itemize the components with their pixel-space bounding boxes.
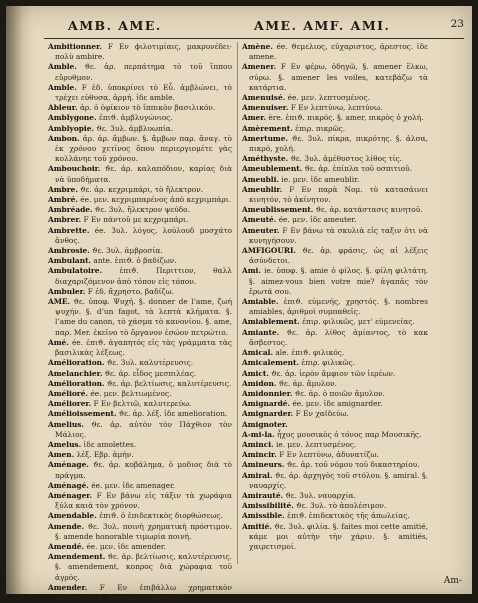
entry-headword: Ambitionner. [48,42,102,51]
dictionary-entry [48,481,232,491]
dictionary-entry [48,379,232,389]
entry-headword: Ambrette. [48,225,90,235]
entry-headword: Amiral. [242,470,273,480]
entry-headword: Ambulatoire. [48,266,103,276]
entry-headword: Amen. [48,450,75,460]
entry-headword: Amélioration. [48,378,105,388]
entry-definition: ἦχος μουσικὸς ὁ τόνος παρ Μουσικῆς. [277,429,422,439]
dictionary-entry [242,409,428,419]
entry-headword: Ameublissement. [242,205,314,215]
entry-headword: Ableur. [48,103,78,113]
dictionary-entry [48,256,232,266]
dictionary-entry [48,522,232,542]
entry-definition: ἐπιϑ. εὐμενής, χρηστός. §. nombres amiables, ἀριθμοὶ συμπαθεῖς. [249,297,428,317]
entry-definition: F ἐδ. ἄχρηστο, βαδίζω. [87,286,174,296]
dictionary-entry [48,450,232,460]
dictionary-entry [242,246,428,266]
entry-headword: Aminci. [242,439,274,449]
dictionary-entry [48,62,232,82]
entry-headword: Amé. [48,337,69,347]
dictionary-entry [242,491,428,501]
entry-headword: Amèrement. [242,123,293,133]
entry-headword: Amène. [242,42,273,51]
dictionary-entry [48,287,232,297]
entry-definition: ϑε. ἀρ. κοβάλημα, ὁ μοδιος διὰ τὸ πράγμα. [55,460,232,480]
entry-definition: ϑε. ἀρ. ἱερὸν ἄμφιον τῶν ἱερέων. [271,368,396,378]
entry-definition: ἐπιϑ. ἀμβλυγώνιος. [98,113,173,123]
dictionary-entry [242,379,428,389]
entry-headword: Amirauté. [242,490,284,500]
dictionary-entry [48,552,232,583]
entry-definition: ϑε. ἀρ. βελτίωσις, καλυτέρευσις. [106,378,232,388]
right-column [242,42,428,568]
entry-headword: Ambrosie. [48,246,90,256]
entry-headword: Amignarder. [242,409,294,419]
entry-definition: ϑε. 3υλ. φιλία. §. faites moi cette amitié, κάμε μοι αὐτὴν τὴν χάριν. §. amitiés, χαιρετισμοί. [249,521,428,551]
entry-definition: F Εν λεπτύνω, λεπτύνω. [290,103,383,113]
entry-headword: Ambulant. [48,256,92,266]
entry-headword: Amignardé. [242,399,291,409]
entry-definition: ée. 3υλ. λόγος, λούλουδ μοσχάτο ἄνθος. [55,225,232,245]
entry-definition: F Εν πάντοῦ με κεχριμπάρι. [83,215,189,225]
catchword: Am- [443,576,462,586]
dictionary-entry [242,154,428,164]
entry-definition: λέξ. Εβρ. ἀμήν. [76,450,134,460]
entry-definition: ϑε. ἀρ. περπάτημα τὸ τοῦ ἵππου εὔρυθμον. [55,62,232,82]
entry-definition: ée. μεν. ἰδε ameuter. [278,215,357,225]
dictionary-entry [242,62,428,93]
dictionary-entry [242,348,428,358]
left-column [48,42,233,602]
entry-headword: Amical. [242,348,274,358]
dictionary-entry [242,42,428,62]
entry-definition: ée. ϑεμελιος, εὐχαριστος, ἀρεστος. ἰδε amene. [249,42,428,62]
entry-headword: Amissibilité. [242,501,294,511]
dictionary-entry [48,83,232,103]
dictionary-entry [242,420,428,430]
entry-headword: Ambréade. [48,205,93,215]
entry-definition: ϑε. ἀρ. ἄμυλον. [278,378,337,388]
dictionary-entry [48,389,232,399]
entry-headword: Amener. [242,62,277,72]
dictionary-entry [242,226,428,246]
entry-headword: Amiablement. [242,317,300,327]
dictionary-entry [48,185,232,195]
entry-definition: ἐπιρ. φιλικῶς. [301,358,355,368]
entry-headword: Aménagé. [48,480,89,490]
entry-headword: Amertume. [242,133,289,143]
dictionary-entry [48,460,232,480]
page-spine-shadow [6,6,34,594]
dictionary-entry [242,511,428,521]
entry-headword: Ami. [242,266,261,276]
entry-definition: ϑε. 3υλ. πίκρα, πικρότης. §. ἀλσα, πικρό, χολή. [249,133,428,154]
entry-headword: A-mi-la. [242,429,275,439]
entry-headword: Amendement. [48,552,106,562]
entry-headword: Amenuiser. [242,103,289,113]
dictionary-entry [242,124,428,134]
dictionary-entry [242,164,428,174]
entry-headword: AMFIGOURI. [242,246,296,256]
entry-headword: Amble. [48,82,77,92]
entry-definition: F Εν χαϊδεύω. [295,409,349,419]
entry-definition: ἐπιϑ. ὁ ἐπιδεκτικὸς διορθώσεως. [99,511,223,521]
dictionary-entry [48,420,232,440]
dictionary-entry [48,511,232,521]
entry-definition: F Εν ἐπιβάλλω χρηματικὸν πρόστιμον. §. amender, διορθώνω. [55,582,232,602]
dictionary-entry [242,389,428,399]
entry-headword: Amelanchier. [48,368,103,378]
dictionary-entry [242,205,428,215]
entry-headword: Amender. [48,582,88,592]
entry-definition: F Εν βάνω τὰ σκυλιὰ εἰς ταξιν ὁτι νὰ κυνηγήσουν. [249,225,428,245]
dictionary-entry [48,358,232,368]
entry-definition: ie. ὑποφ. §. amie ὁ φίλος. §. φίλη φιλτάτη. §. aimez-vous bien votre mie? ἀγαπᾶς τὸν ἔρωτά σου. [249,266,428,296]
page-number: 23 [450,18,464,30]
dictionary-entry [242,297,428,317]
entry-headword: Amendé. [48,541,85,551]
entry-headword: Ambré. [48,195,78,205]
entry-headword: Amict. [242,368,269,378]
entry-definition: ϑε. ἀρ. ὁ ποιῶν ἄμυλον. [294,388,385,398]
entry-headword: Amblyopie. [48,123,95,133]
running-header [44,14,464,39]
entry-definition: ϑε. ἀρ. φράσις, ὡς αἱ λέξεις ἀσύνδετοι. [249,246,428,266]
dictionary-entry [48,338,232,358]
entry-definition: ἀρ. ἀρ. ἄμβων. §. ἄμβων παρ. ἄναγ. τὸ ἐκ χρόνου χετίνος ὄπου περιεργιομέτε γὰς κολλάνηε τοῦ χρόνου. [55,133,232,164]
entry-definition: ère. ἐπιϑ. πικρός. §. amer, πικρὸς ὁ χολή. [268,113,424,123]
dictionary-entry [242,215,428,225]
entry-definition: ϑε. 3υλ. ναυαρχία. [285,490,356,500]
dictionary-entry [242,328,428,348]
entry-headword: Ambuler. [48,286,86,296]
entry-definition: ϑε. 3υλ. ἀμέθυστος λίθος τίς. [290,154,403,164]
dictionary-entry [242,399,428,409]
entry-headword: Amincir. [242,450,277,460]
dictionary-entry [242,93,428,103]
entry-headword: Ameublir. [242,184,283,194]
entry-definition: ϑε. ἀρ. ἐπίπλα τοῦ οσπιτιοῦ. [304,164,412,174]
entry-definition: F Εν φέρω, ὁδηγῶ, §. amener ἕλκω, σύρω. §. amener les voiles, κατεβάζω τὰ κατάρτια. [249,62,428,92]
entry-definition: ϑε. 3υλ. ἀμβροσία. [92,246,163,256]
entry-definition: ée. μεν. κεχριμπαρένος ἀπὸ κεχριμπάρι. [80,195,232,205]
entry-definition: ϑε. ἀρ. λίθος ἀμίαντος, τὸ κακ ἄσβεστος. [249,327,428,347]
entry-definition: ϑε. ἀρ. κεχριμπάρι, τὸ ἤλεκτρον. [80,184,204,194]
dictionary-entry [48,409,232,419]
entry-headword: Ambouchoir. [48,164,101,174]
entry-definition: ϑε. ἀρ. καλαπόδιον, καρίας διὰ νὰ ὑποδήματα. [55,164,232,184]
entry-definition: ϑε. ἀρ. ἀρχηγὸς τοῦ στόλου. §. amiral. §. ναυαρχίς. [249,470,428,490]
dictionary-entry [48,542,232,552]
entry-definition: ϑε. 3υλ. τὸ ἀπολέσιμον. [296,501,387,511]
dictionary-entry [48,297,232,338]
entry-headword: Ambrer. [48,215,82,225]
entry-definition: F Εν ϕιλοτιμίαις, μακρυνέδει· πολὺ ambire. [55,42,233,62]
dictionary-entry [242,430,428,440]
dictionary-entry [48,226,232,246]
dictionary-entry [242,440,428,450]
dictionary-entry [48,134,232,165]
entry-headword: Aménager. [48,490,93,500]
entry-definition: ale. ἐπιϑ. φιλικός. [275,348,345,358]
entry-definition: ἀρ. ὁ ὁφίκιον τὸ ἱππικὸν βασιλικόν. [79,103,216,113]
entry-headword: Aménage. [48,460,89,470]
entry-headword: Amende. [48,521,85,531]
header-right-guideword: AME. AMF. AMI. [254,18,391,33]
entry-headword: Ameuter. [242,225,280,235]
dictionary-entry [242,175,428,185]
dictionary-entry [48,491,232,511]
entry-headword: Ambre. [48,184,78,194]
entry-headword: Amidon. [242,378,277,388]
dictionary-entry [242,134,428,154]
dictionary-page [6,6,472,602]
header-left-guideword: AMB. AME. [68,18,162,33]
entry-headword: Amélioration. [48,358,105,368]
entry-definition: ϑε. 3υλ. καλυτέρευσις. [106,358,194,368]
entry-definition: ϑε. 3υλ. ἀμβλυωπία. [96,123,174,133]
dictionary-entry [242,103,428,113]
entry-definition: ϑε. ἀρ. βελτίωσις, καλυτέρευσις. §. amendement, κοπρος διὰ χώραφια τοῦ ἀγρός. [55,552,232,582]
entry-definition: ée. μεν. ἰδε amender. [86,541,166,551]
dictionary-entry [242,185,428,205]
dictionary-entry [48,215,232,225]
entry-headword: Ameuté. [242,215,277,225]
entry-definition: ée. ἐπιϑ. ἀγαπητός εἰς τὰς γράμματα τὰς βασιλικὰς λέξεως. [55,337,232,358]
dictionary-entry [48,113,232,123]
entry-definition: ϑε. ἀρ. κατάστασις κινητοῦ. [315,205,423,215]
entry-headword: Amiante. [242,327,280,337]
entry-headword: Amelus. [48,439,82,449]
entry-headword: Amicalement. [242,358,300,368]
entry-definition: F ἐδ. ὑποκρίνει τὸ Εὖ. ἀμβλώνει, τὸ τρέχει εὐθυσα, ἀρμή. ἰδε amble. [55,82,232,103]
dictionary-entry [48,266,232,286]
entry-headword: Amer. [242,113,267,123]
entry-definition: ée. μεν. βελτιωμένος. [90,388,172,398]
entry-definition: F Εν λεπτύνω, ἀδυνατίζω. [279,450,379,460]
entry-headword: Amignoter. [242,419,288,429]
entry-headword: Amblygone. [48,113,97,123]
entry-headword: Améliorer. [48,399,92,409]
entry-headword: Amelius. [48,419,84,429]
dictionary-entry [242,113,428,123]
dictionary-entry [48,164,232,184]
entry-definition: ée. μεν. ἰδε amenager. [91,480,176,490]
entry-headword: Amélioré. [48,388,88,398]
entry-definition: ἐπιϑ. ἐπιδεκτικὸς τῆς ἀπωλείας. [287,511,410,521]
dictionary-entry [48,246,232,256]
entry-definition: ἐπιρ. πικρῶς. [295,123,346,133]
entry-headword: Amissible. [242,511,285,521]
dictionary-entry [242,522,428,553]
entry-headword: Ameublement. [242,164,303,174]
dictionary-entry [48,583,232,603]
entry-headword: Amble. [48,62,77,72]
entry-headword: Amidonnier. [242,388,293,398]
dictionary-entry [242,450,428,460]
dictionary-entry [242,369,428,379]
dictionary-entry [242,460,428,470]
entry-headword: Amenuisé. [242,93,286,103]
dictionary-entry [48,205,232,215]
entry-headword: AME. [48,297,71,307]
entry-definition: ϑε. 3υλ. ποινὴ χρηματικὴ πρόστιμον. §. amende honorable τιμωρία ποινή. [55,521,232,541]
dictionary-entry [48,440,232,450]
entry-headword: Ambon. [48,133,80,143]
entry-definition: ϑε. ἀρ. τοῦ νόμου τοῦ δικαστηρίου. [286,460,420,470]
column-divider [237,42,238,564]
entry-headword: Ameubli. [242,174,279,184]
entry-definition: ante. ἐπιϑ. ὁ βαδίζων. [93,256,177,266]
entry-definition: ἐπιϑ. Περιττιον, θαλλ διαχαριζόμενον ἀπὸ τόπον εἰς τόπον. [55,266,232,286]
entry-definition: F Εν βελτιῶ, καλυτερεύω. [93,399,192,409]
entry-definition: ée. μεν. λεπτυσμένος. [287,93,370,103]
entry-headword: Amendable. [48,511,97,521]
entry-definition: ie. μεν. λεπτυσμένος. [275,439,357,449]
dictionary-entry [48,124,232,134]
dictionary-entry [242,358,428,368]
entry-definition: F Εν παρὰ Νομ. τὸ κατασάινει κινητόν, τὸ ἀκίνητον. [249,184,428,205]
entry-headword: Amiable. [242,297,279,307]
entry-definition: ϑε. ἀρ. αὐτὸν τὸν Πάχθιον τὸν Μάλιος. [55,419,232,439]
dictionary-entry [242,266,428,297]
dictionary-entry [48,195,232,205]
entry-definition: ἰδε amolettes. [83,439,137,449]
entry-headword: Amélioissement. [48,409,117,419]
dictionary-entry [242,317,428,327]
dictionary-entry [48,399,232,409]
entry-headword: Améthyste. [242,154,289,164]
entry-headword: Amineurs. [242,460,285,470]
dictionary-entry [48,42,232,62]
entry-definition: ἐπιρ. φιλικῶς, μετ' εὐμενείας. [302,317,415,327]
dictionary-entry [242,471,428,491]
entry-definition: ϑε. 3υλ. ἤλεκτρον ψεύδο. [94,205,190,215]
dictionary-entry [48,369,232,379]
entry-definition: ie. μεν. ἰδε ameublir. [281,174,360,184]
dictionary-entry [48,103,232,113]
entry-definition: ϑε. ὑποφ. Ψυχή. §. donner de l’ame, ζωή ψυχήν. §. d’un fagot, τὰ λεπτὰ κλήματα. §. l’ame du canon, τὸ χάσμα τὸ κανονίου. §. ame, παρ. Mer. ἐκεῖνο τὸ ὄργανον ἐσώον πετρώτιο. [55,297,232,337]
entry-definition: ée. μεν. ἰδε amignarder. [292,399,383,409]
entry-definition: F Εν βάνω εἰς τάξιν τὰ χωράφια ξύλα καιὰ τὸν χρόνον. [55,490,232,511]
dictionary-entry [242,501,428,511]
entry-definition: ϑε. ἀρ. λέξ. ἰδε amelioration. [118,409,228,419]
entry-headword: Amitié. [242,521,272,531]
entry-definition: ϑε. ἀρ. εἶδος μεσπιλέας. [104,368,197,378]
